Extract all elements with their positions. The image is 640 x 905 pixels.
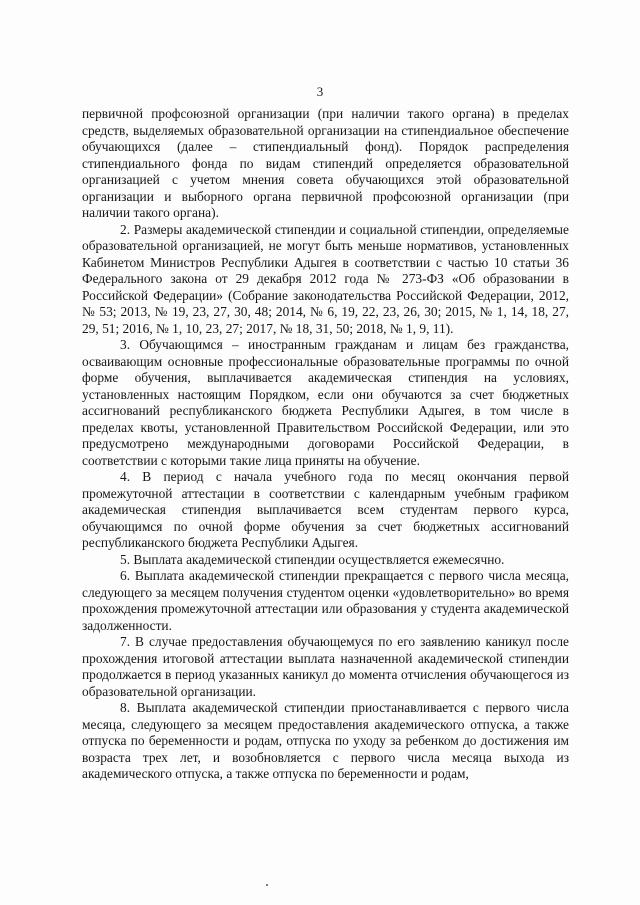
paragraph-4: 4. В период с начала учебного года по месяц окончания первой промежуточной аттестации в соответствии с календарным учебным графиком академическая стипендия выплачивается всем студентам первого курса, обучающимся по очной форме обучения за счет бюджетных ассигнований республиканского бюджета Республики Адыгея. [82,469,569,550]
paragraph-3: 3. Обучающимся – иностранным гражданам и лицам без гражданства, осваивающим основные профессиональные образовательные программы по очной форме обучения, выплачивается академическая стипендия на условиях, установленных настоящим Порядком, если они обучаются за счет бюджетных ассигнований республиканского бюджета Республики Адыгея, в том числе в пределах квоты, установленной Правительством Российской Федерации, или это предусмотрено международными договорами Российской Федерации, в соответствии с которыми такие лица приняты на обучение. [82,337,569,468]
document-body [82,106,569,783]
paragraph-continuation: первичной профсоюзной организации (при наличии такого органа) в пределах средств, выделяемых образовательной организации на стипендиальное обеспечение обучающихся (далее – стипендиальный фонд). Порядок распределения стипендиального фонда по видам стипендий определяется образовательной организацией с учетом мнения совета обучающихся этой образовательной организации и выборного органа первичной профсоюзной организации (при наличии такого органа). [82,106,569,220]
scan-speck [266,884,268,886]
paragraph-6: 6. Выплата академической стипендии прекращается с первого числа месяца, следующего за месяцем получения студентом оценки «удовлетворительно» во время прохождения промежуточной аттестации или образования у студента академической задолженности. [82,568,569,633]
page-number: 3 [316,84,324,99]
paragraph-7: 7. В случае предоставления обучающемуся по его заявлению каникул после прохождения итоговой аттестации выплата назначенной академической стипендии продолжается в период указанных каникул до момента отчисления обучающегося из образовательной организации. [82,634,569,699]
paragraph-5: 5. Выплата академической стипендии осуществляется ежемесячно. [120,551,505,567]
paragraph-2: 2. Размеры академической стипендии и социальной стипендии, определяемые образовательной организацией, не могут быть меньше нормативов, установленных Кабинетом Министров Республики Адыгея в соответствии с частью 10 статьи 36 Федерального закона от 29 декабря 2012 года № 273-ФЗ «Об образовании в Российской Федерации» (Собрание законодательства Российской Федерации, 2012, № 53; 2013, № 19, 23, 27, 30, 48; 2014, № 6, 19, 22, 23, 26, 30; 2015, № 1, 14, 18, 27, 29, 51; 2016, № 1, 10, 23, 27; 2017, № 18, 31, 50; 2018, № 1, 9, 11). [82,221,569,336]
paragraph-8: 8. Выплата академической стипендии приостанавливается с первого числа месяца, следующего за месяцем предоставления академического отпуска, а также отпуска по беременности и родам, отпуска по уходу за ребенком до достижения им возраста трех лет, и возобновляется с первого числа месяца выхода из академического отпуска, а также отпуска по беременности и родам, [82,700,569,781]
